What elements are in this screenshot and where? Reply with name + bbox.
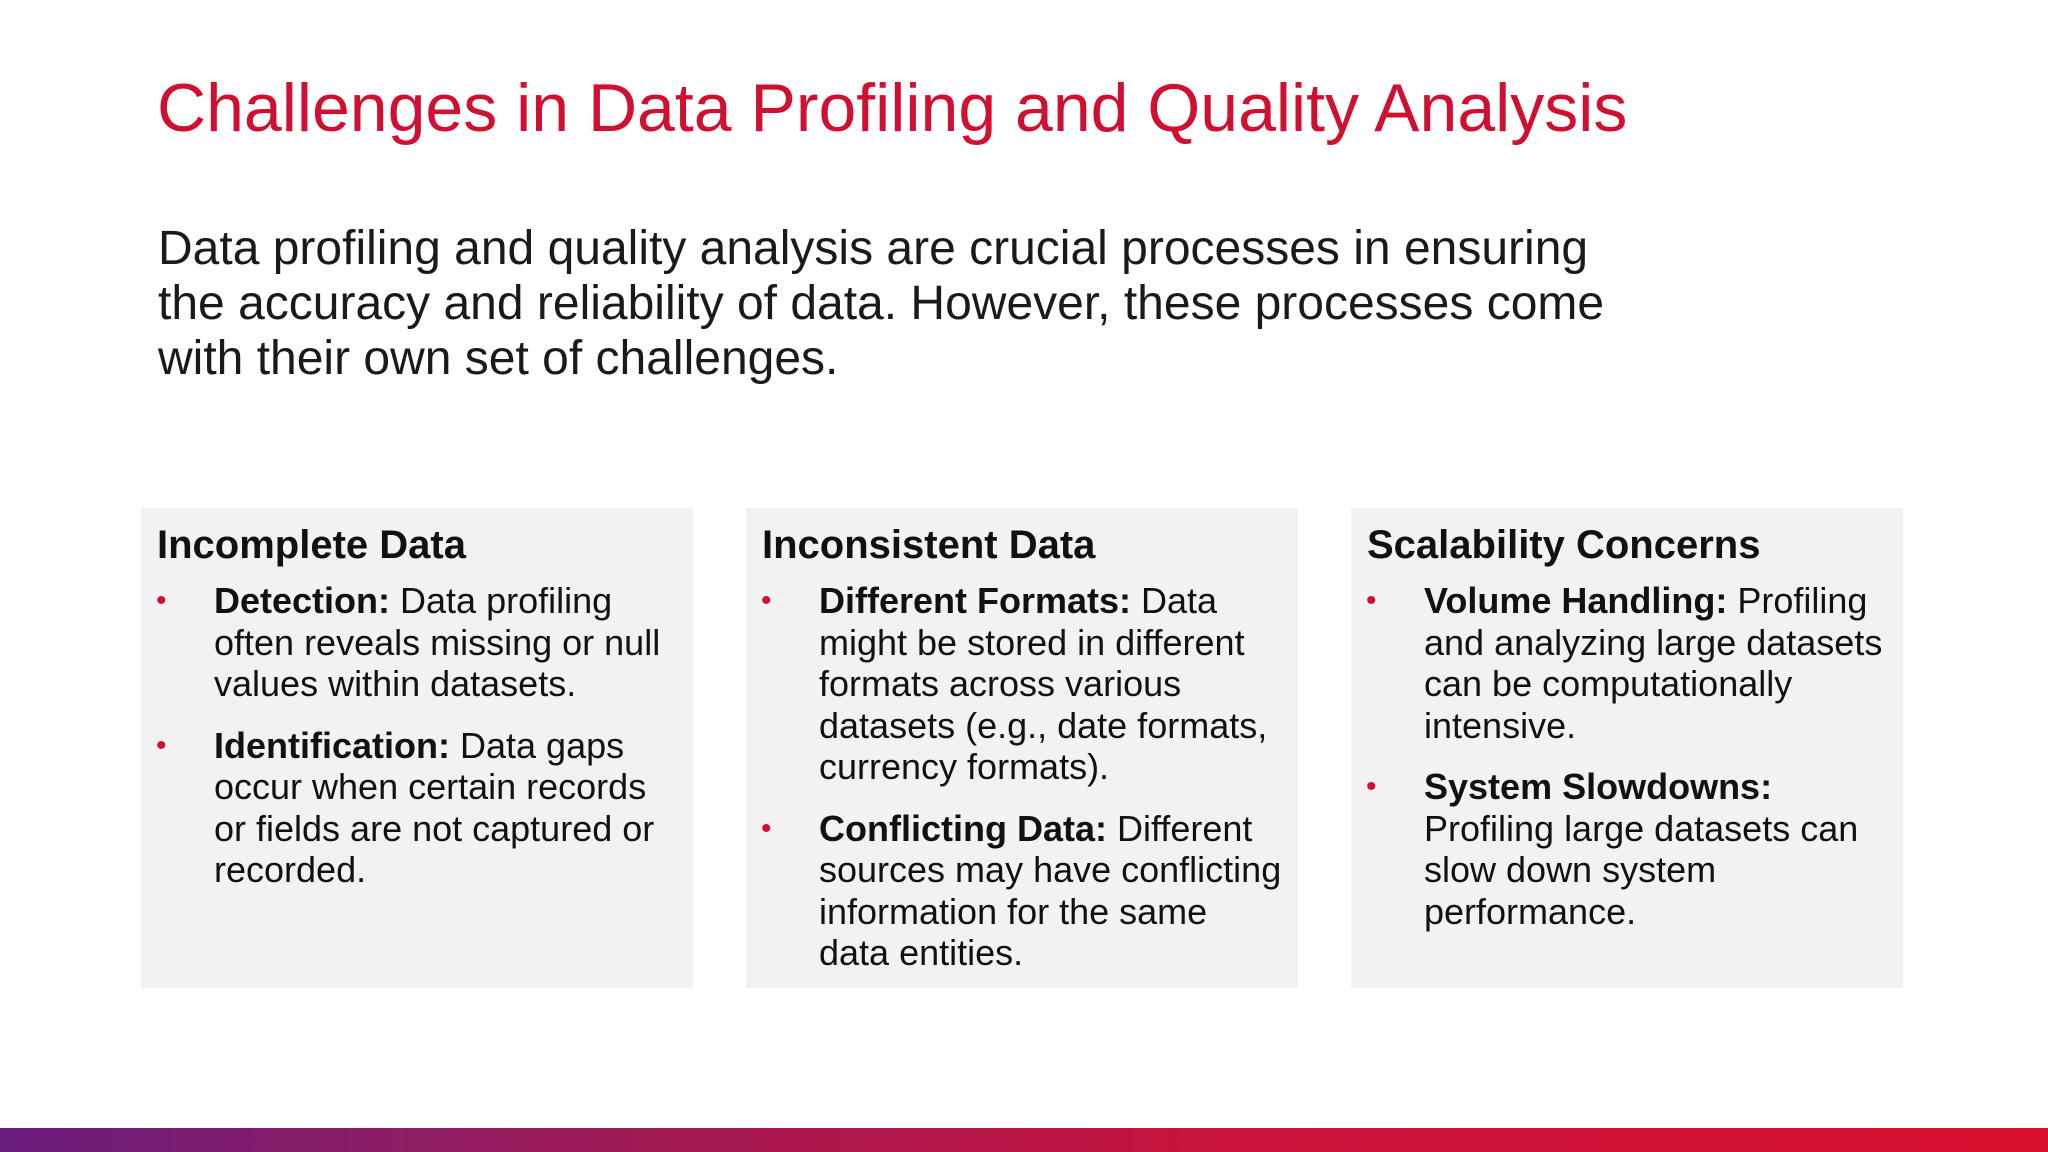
bullet-term: Conflicting Data: [819, 807, 1107, 849]
bullet-item [746, 580, 1298, 788]
bullet-term: System Slowdowns: [1424, 766, 1773, 807]
bullet-text: Different sources may have conflicting information for the same data entities. [819, 807, 1282, 973]
bullet-text: Data profiling often reveals missing or null values within datasets. [214, 580, 661, 704]
bullet-list [1351, 580, 1903, 952]
bullet-term: Different Formats: [819, 580, 1132, 621]
bullet-item [1351, 766, 1903, 932]
bullet-item [1351, 580, 1903, 746]
bullet-item [746, 808, 1298, 974]
bullet-dot-icon: • [761, 584, 772, 617]
bullet-list [746, 580, 1298, 994]
footer-gradient-bar [0, 1128, 2048, 1152]
slide-title: Challenges in Data Profiling and Quality Analysis [157, 70, 1628, 146]
card-scalability-concerns [1351, 508, 1903, 988]
card-title: Scalability Concerns [1367, 523, 1761, 567]
bullet-dot-icon: • [156, 584, 167, 617]
bullet-text: Data might be stored in different formats across various datasets (e.g., date formats, currency formats). [819, 580, 1268, 787]
bullet-term: Identification: [214, 724, 450, 766]
bullet-dot-icon: • [1366, 770, 1377, 803]
bullet-text: Profiling large datasets can slow down system performance. [1424, 807, 1859, 932]
bullet-dot-icon: • [156, 728, 167, 762]
bullet-text: Data gaps occur when certain records or fields are not captured or recorded. [214, 724, 655, 890]
card-title: Inconsistent Data [762, 523, 1096, 567]
bullet-term: Volume Handling: [1424, 580, 1728, 621]
bullet-term: Detection: [214, 580, 391, 621]
bullet-item [141, 725, 693, 891]
card-inconsistent-data [746, 508, 1298, 988]
bullet-dot-icon: • [761, 811, 772, 845]
card-title: Incomplete Data [157, 523, 466, 567]
bullet-dot-icon: • [1366, 584, 1377, 617]
intro-paragraph: Data profiling and quality analysis are crucial processes in ensuring the accuracy and reliability of data. However, these processes come with their own set of challenges. [158, 222, 1605, 385]
bullet-text: Profiling and analyzing large datasets can be computationally intensive. [1424, 580, 1883, 746]
bullet-item [141, 580, 693, 705]
bullet-list [141, 580, 693, 911]
card-incomplete-data [141, 508, 693, 988]
